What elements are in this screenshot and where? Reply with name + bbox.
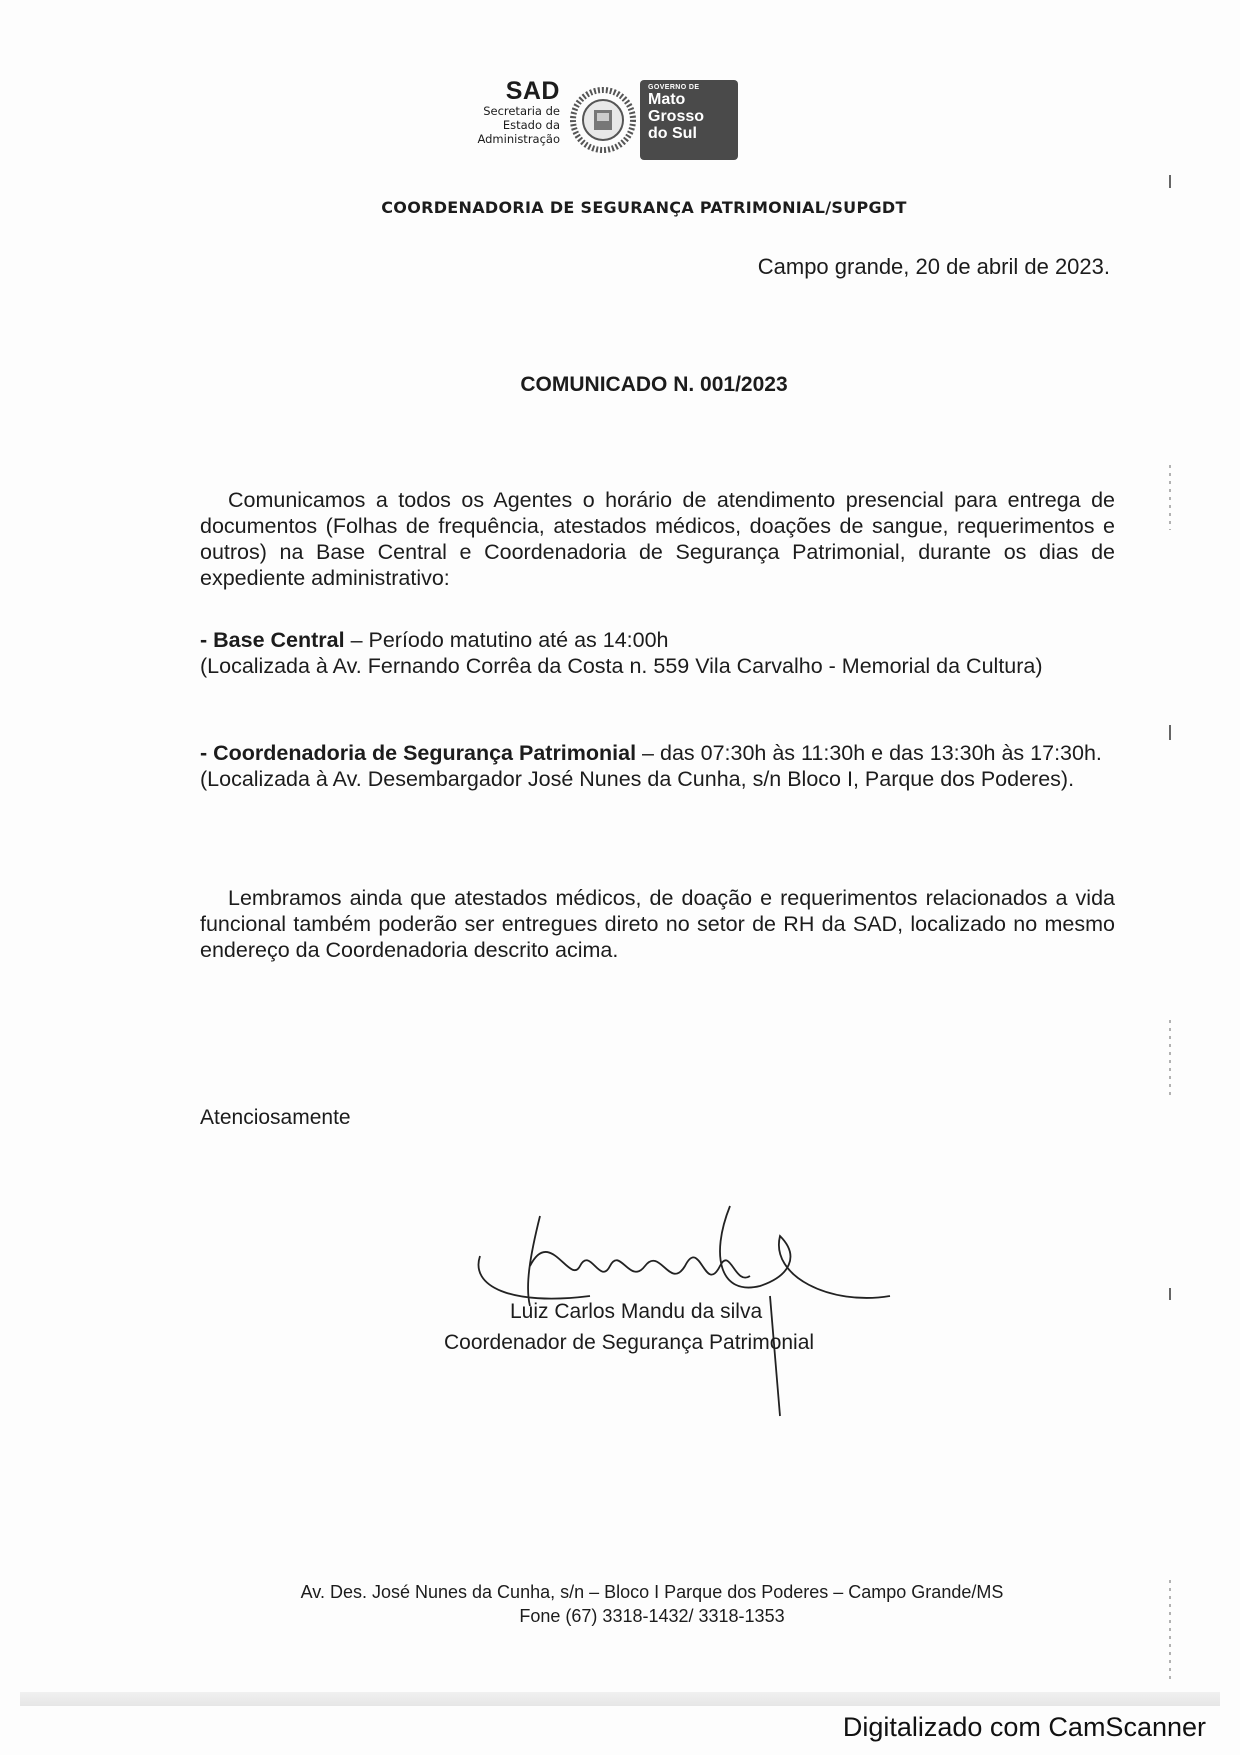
gov-logo-top: GOVERNO DE <box>648 84 700 91</box>
gov-logo-line-3: do Sul <box>648 125 697 142</box>
coordenadoria-hours: – das 07:30h às 11:30h e das 13:30h às 17:30h. <box>636 741 1102 765</box>
base-central-label: - Base Central <box>200 628 345 652</box>
base-central-address: (Localizada à Av. Fernando Corrêa da Costa n. 559 Vila Carvalho - Memorial da Cultura) <box>200 654 1043 678</box>
footer-line-2: Fone (67) 3318-1432/ 3318-1353 <box>519 1606 785 1626</box>
camscanner-watermark: Digitalizado com CamScanner <box>842 1712 1206 1742</box>
signatory-name: Luiz Carlos Mandu da silva <box>510 1300 763 1323</box>
sad-logo-text <box>440 78 560 146</box>
coordenadoria-address: (Localizada à Av. Desembargador José Nunes da Cunha, s/n Bloco I, Parque dos Poderes). <box>200 767 1075 791</box>
letterhead <box>440 78 760 168</box>
gov-ms-logo <box>640 80 738 160</box>
sad-subtitle-3: Administração <box>477 132 560 146</box>
gov-logo-line-2: Grosso <box>648 108 705 125</box>
sad-subtitle-1: Secretaria de <box>483 104 560 118</box>
paragraph-base-central <box>200 627 1115 679</box>
footer-line-1: Av. Des. José Nunes da Cunha, s/n – Bloco I Parque dos Poderes – Campo Grande/MS <box>300 1582 1004 1602</box>
gov-logo-line-1: Mato <box>648 91 686 108</box>
signatory-role: Coordenador de Segurança Patrimonial <box>444 1331 815 1354</box>
paragraph-intro: Comunicamos a todos os Agentes o horário de atendimento presencial para entrega de documentos (Folhas de frequência, atestados médicos, doações de sangue, requerimentos e outros) na Base Central e Coordenadoria de Segurança Patrimonial, durante os dias de expediente administrativo: <box>200 488 1115 590</box>
coordenadoria-schedule <box>200 740 1115 766</box>
sad-acronym: SAD <box>505 77 560 105</box>
department-title: COORDENADORIA DE SEGURANÇA PATRIMONIAL/SUPGDT <box>381 198 907 217</box>
footer-address <box>32 1580 1240 1628</box>
paragraph-reminder: Lembramos ainda que atestados médicos, de doação e requerimentos relacionados a vida funcional também poderão ser entregues direto no setor de RH da SAD, localizado no mesmo endereço da Coordenadoria descrito acima. <box>200 886 1115 962</box>
base-central-hours: – Período matutino até as 14:00h <box>344 628 669 652</box>
sad-subtitle-2: Estado da <box>502 118 560 132</box>
coordenadoria-label: - Coordenadoria de Segurança Patrimonial <box>200 741 637 765</box>
scan-bottom-edge <box>20 1692 1220 1706</box>
closing-salutation: Atenciosamente <box>200 1106 351 1129</box>
base-central-schedule <box>200 627 1115 653</box>
scan-edge-marks-icon <box>1160 0 1180 1700</box>
document-title: COMUNICADO N. 001/2023 <box>520 373 788 396</box>
state-seal-icon <box>570 80 636 160</box>
date-line: Campo grande, 20 de abril de 2023. <box>757 254 1110 279</box>
paragraph-coordenadoria <box>200 740 1115 792</box>
